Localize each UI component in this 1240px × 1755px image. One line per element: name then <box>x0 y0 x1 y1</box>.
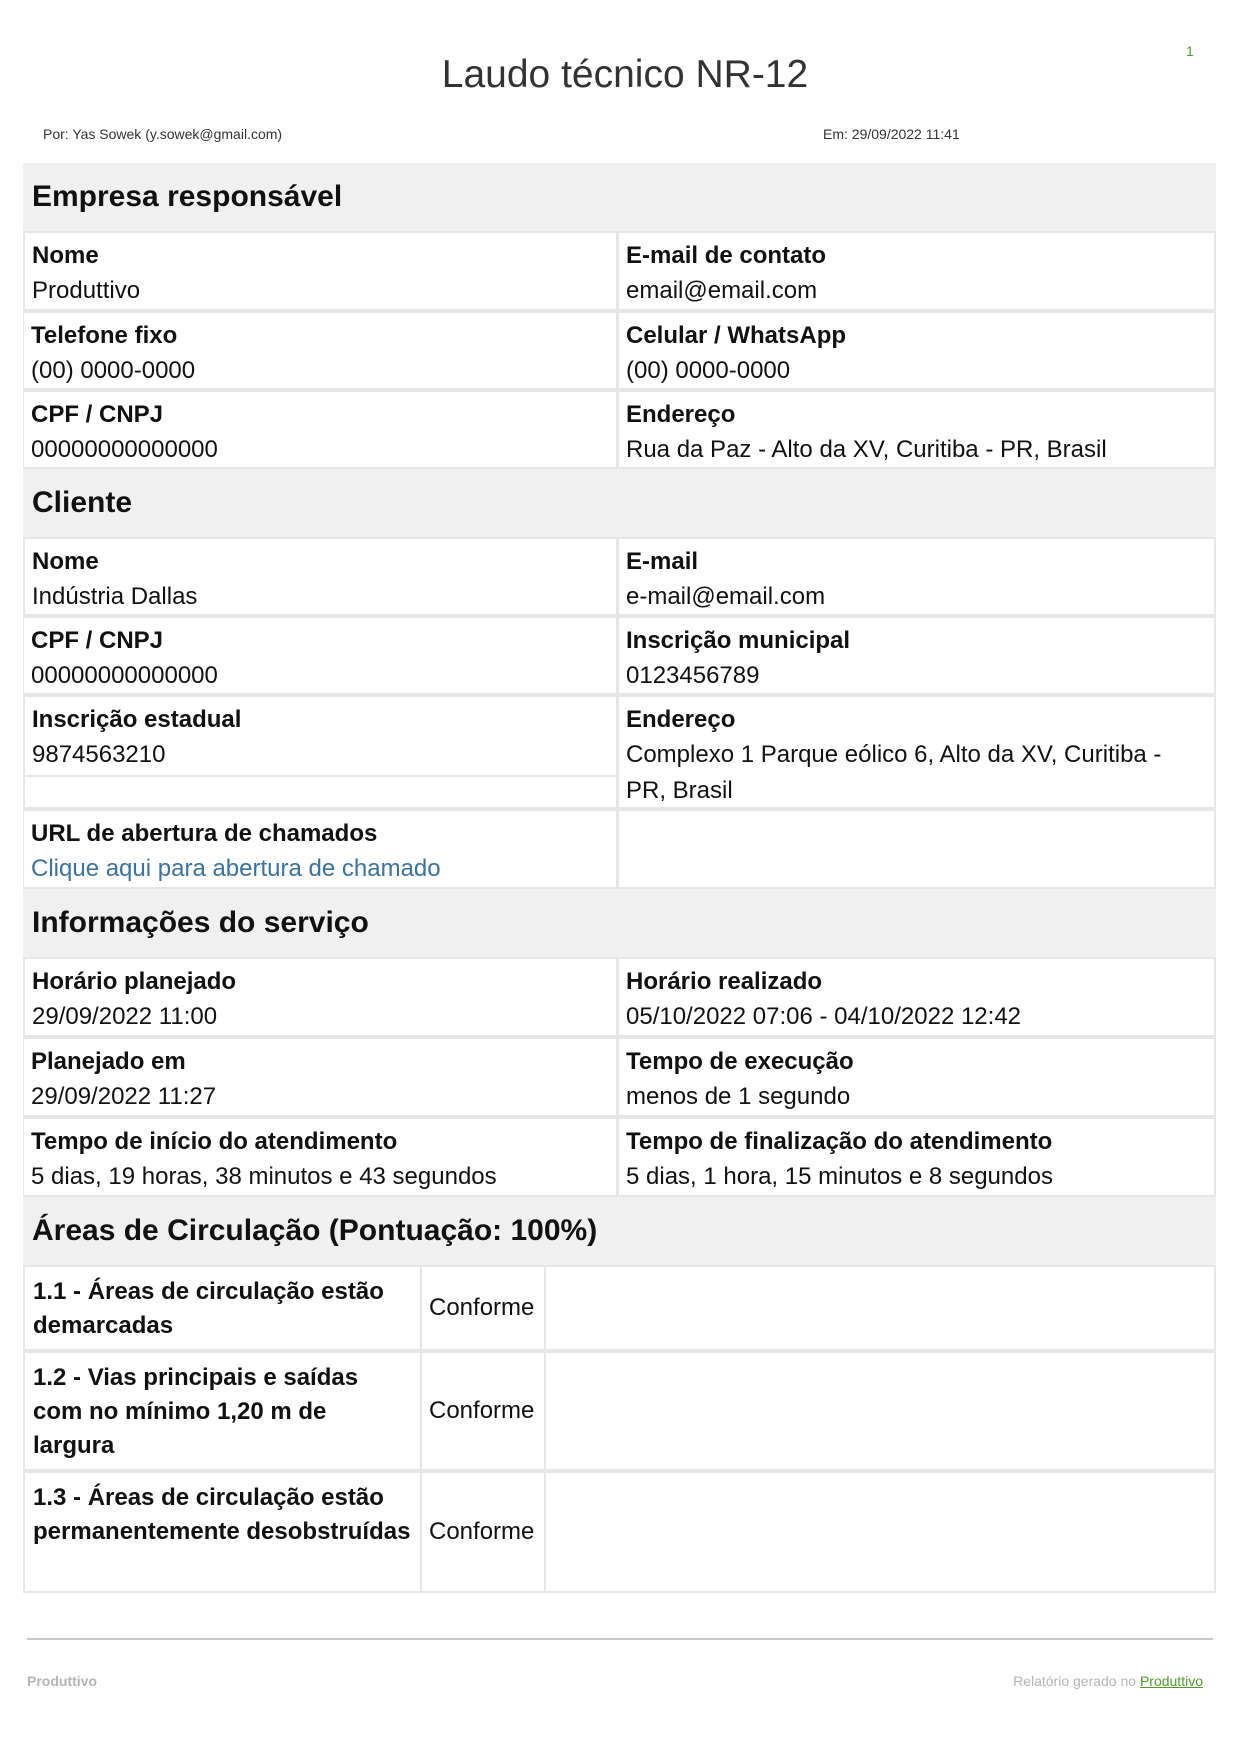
checklist-question: 1.1 - Áreas de circulação estão demarcadas <box>23 1265 422 1351</box>
page-number: 1 <box>1186 43 1194 59</box>
checklist-question: 1.3 - Áreas de circulação estão permanentemente desobstruídas <box>23 1471 422 1593</box>
field-value: 00000000000000 <box>31 662 218 689</box>
footer-brand: Produttivo <box>27 1673 97 1689</box>
field-value: 5 dias, 1 hora, 15 minutos e 8 segundos <box>626 1163 1053 1190</box>
field-label: E-mail de contato <box>626 242 827 269</box>
field-label: URL de abertura de chamados <box>31 820 378 847</box>
open-ticket-link[interactable]: Clique aqui para abertura de chamado <box>31 855 441 882</box>
section-cliente <box>23 469 1216 889</box>
checklist-answer: Conforme <box>422 1351 546 1471</box>
field-value: 0123456789 <box>626 662 760 689</box>
section-title-areas: Áreas de Circulação (Pontuação: 100%) <box>32 1214 598 1247</box>
field-cliente-email <box>618 537 1216 616</box>
field-label: Horário realizado <box>626 968 823 995</box>
field-value: Indústria Dallas <box>32 583 198 610</box>
field-tempo-finalizacao <box>618 1117 1216 1197</box>
field-horario-realizado <box>618 957 1216 1037</box>
field-value: Produttivo <box>32 277 141 304</box>
field-value: e-mail@email.com <box>626 583 826 610</box>
checklist-note <box>546 1351 1216 1471</box>
field-value: Rua da Paz - Alto da XV, Curitiba - PR, Brasil <box>626 436 1107 463</box>
field-tempo-inicio <box>23 1117 618 1197</box>
field-label: Inscrição municipal <box>626 627 851 654</box>
section-servico <box>23 889 1216 1197</box>
empty-cell <box>618 809 1216 889</box>
field-empresa-nome <box>23 231 618 311</box>
empty-cell <box>23 777 618 809</box>
generated-date: Em: 29/09/2022 11:41 <box>823 126 960 142</box>
author-info: Por: Yas Sowek (y.sowek@gmail.com) <box>43 126 283 142</box>
field-empresa-telefone <box>23 311 618 390</box>
footer-brand-link[interactable]: Produttivo <box>1139 1673 1203 1689</box>
field-empresa-cpf-cnpj <box>23 390 618 469</box>
field-empresa-celular <box>618 311 1216 390</box>
footer-divider <box>27 1638 1213 1640</box>
cliente-fields <box>23 537 1216 889</box>
field-cliente-inscricao-municipal <box>618 616 1216 695</box>
field-value: email@email.com <box>626 277 818 304</box>
report-body <box>23 163 1216 1593</box>
field-label: Endereço <box>626 706 736 733</box>
field-label: Inscrição estadual <box>32 706 242 733</box>
field-value: (00) 0000-0000 <box>626 357 791 384</box>
checklist-answer: Conforme <box>422 1265 546 1351</box>
footer-credit-text: Relatório gerado no <box>1013 1673 1140 1689</box>
section-areas-circulacao <box>23 1197 1216 1593</box>
field-label: Telefone fixo <box>31 322 178 349</box>
checklist-table <box>23 1265 1216 1593</box>
field-label: Celular / WhatsApp <box>626 322 847 349</box>
field-value: 05/10/2022 07:06 - 04/10/2022 12:42 <box>626 1003 1022 1030</box>
field-horario-planejado <box>23 957 618 1037</box>
field-label: Horário planejado <box>32 968 237 995</box>
field-value: (00) 0000-0000 <box>31 357 196 384</box>
field-cliente-nome <box>23 537 618 616</box>
section-empresa <box>23 163 1216 469</box>
field-label: Tempo de execução <box>626 1048 854 1075</box>
field-label: Tempo de início do atendimento <box>31 1128 398 1155</box>
field-label: E-mail <box>626 548 699 575</box>
field-tempo-execucao <box>618 1037 1216 1117</box>
field-planejado-em <box>23 1037 618 1117</box>
field-label: Nome <box>32 548 99 575</box>
section-title-cliente: Cliente <box>32 486 133 519</box>
footer-credit <box>1013 1673 1203 1689</box>
field-label: CPF / CNPJ <box>31 627 164 654</box>
field-empresa-email <box>618 231 1216 311</box>
field-value: menos de 1 segundo <box>626 1083 851 1110</box>
field-cliente-url-chamados <box>23 809 618 889</box>
servico-fields <box>23 957 1216 1197</box>
field-label: Planejado em <box>31 1048 186 1075</box>
checklist-answer: Conforme <box>422 1471 546 1593</box>
field-label: CPF / CNPJ <box>31 401 164 428</box>
field-cliente-inscricao-estadual <box>23 695 618 777</box>
field-label: Endereço <box>626 401 736 428</box>
field-value: 9874563210 <box>32 741 166 768</box>
field-value: 29/09/2022 11:27 <box>31 1083 217 1110</box>
field-cliente-cpf-cnpj <box>23 616 618 695</box>
field-value: 5 dias, 19 horas, 38 minutos e 43 segundos <box>31 1163 497 1190</box>
document-title: Laudo técnico NR-12 <box>441 53 809 96</box>
field-cliente-endereco <box>618 695 1216 809</box>
section-title-empresa: Empresa responsável <box>32 180 343 213</box>
empresa-fields <box>23 231 1216 469</box>
checklist-question: 1.2 - Vias principais e saídas com no mínimo 1,20 m de largura <box>23 1351 422 1471</box>
section-title-servico: Informações do serviço <box>32 906 369 939</box>
field-empresa-endereco <box>618 390 1216 469</box>
field-label: Tempo de finalização do atendimento <box>626 1128 1053 1155</box>
checklist-note <box>546 1265 1216 1351</box>
field-value: Complexo 1 Parque eólico 6, Alto da XV, Curitiba - PR, Brasil <box>626 741 1162 804</box>
field-value: 29/09/2022 11:00 <box>32 1003 218 1030</box>
field-value: 00000000000000 <box>31 436 218 463</box>
checklist-note <box>546 1471 1216 1593</box>
field-cliente-inscricao-estadual-wrap <box>23 695 618 809</box>
field-label: Nome <box>32 242 99 269</box>
